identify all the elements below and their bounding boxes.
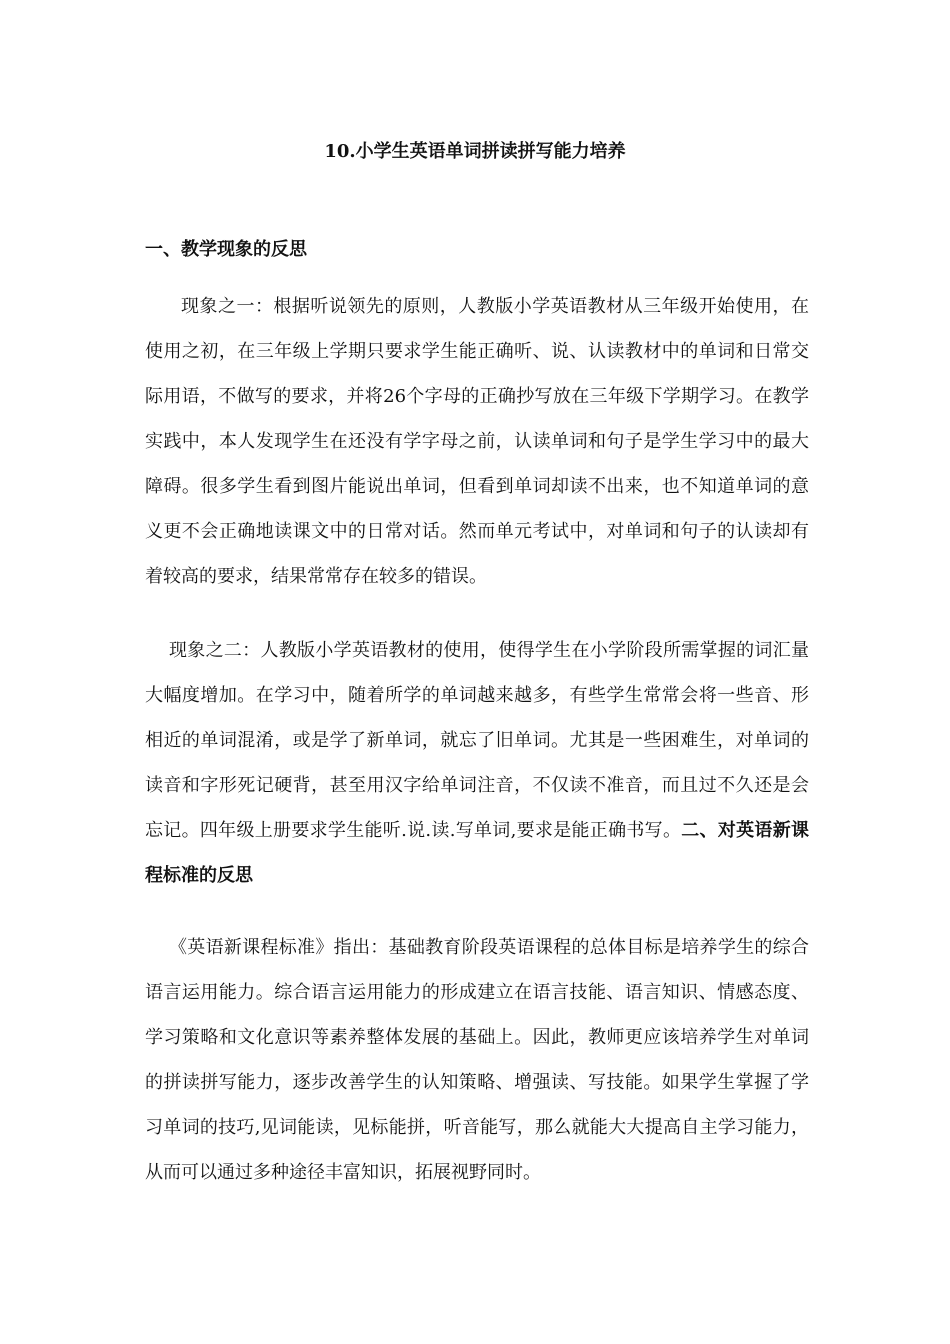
paragraph-3: 《英语新课程标准》指出：基础教育阶段英语课程的总体目标是培养学生的综合语言运用能力。综合语言运用能力的形成建立在语言技能、语言知识、情感态度、学习策略和文化意识等素养整体发展的基础上。因此，教师更应该培养学生对单词的拼读拼写能力，逐步改善学生的认知策略、增强读、写技能。如果学生掌握了学习单词的技巧,见词能读，见标能拼，听音能写，那么就能大大提高自主学习能力，从而可以通过多种途径丰富知识，拓展视野同时。: [145, 937, 809, 1183]
paragraph-2-text: 现象之二：人教版小学英语教材的使用，使得学生在小学阶段所需掌握的词汇量大幅度增加。在学习中，随着所学的单词越来越多，有些学生常常会将一些音、形相近的单词混淆，或是学了新单词，就忘了旧单词。尤其是一些困难生，对单词的读音和字形死记硬背，甚至用汉字给单词注音，不仅读不准音，而且过不久还是会忘记。四年级上册要求学生能听.说.读.写单词,要求是能正确书写。: [145, 640, 809, 841]
section-heading-1: 一、教学现象的反思: [145, 239, 307, 260]
paragraph-2: [145, 628, 809, 898]
document-title: 10.小学生英语单词拼读拼写能力培养: [324, 141, 626, 162]
paragraph-1: 现象之一：根据听说领先的原则，人教版小学英语教材从三年级开始使用，在使用之初，在三年级上学期只要求学生能正确听、说、认读教材中的单词和日常交际用语，不做写的要求，并将26个字母的正确抄写放在三年级下学期学习。在教学实践中，本人发现学生在还没有学字母之前，认读单词和句子是学生学习中的最大障碍。很多学生看到图片能说出单词，但看到单词却读不出来，也不知道单词的意义更不会正确地读课文中的日常对话。然而单元考试中，对单词和句子的认读却有着较高的要求，结果常常存在较多的错误。: [145, 296, 809, 587]
section-heading-2: 二、对英语新课程标准的反思: [145, 820, 810, 886]
